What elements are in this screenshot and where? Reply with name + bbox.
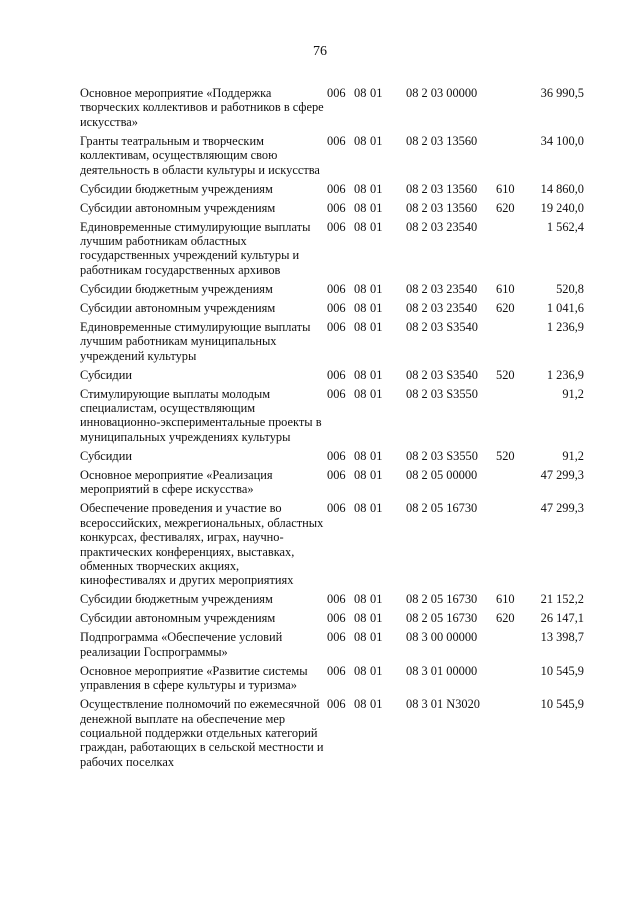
subsection-code: 01 (370, 697, 383, 712)
subsection-code: 01 (370, 663, 383, 678)
subsection-code: 01 (370, 281, 383, 296)
table-row (80, 501, 584, 592)
target-article-code: 08 2 05 16730 (406, 501, 478, 516)
amount: 19 240,0 (540, 200, 584, 215)
amount: 1 236,9 (546, 319, 584, 334)
section-code: 08 (354, 386, 367, 401)
expense-type-code (496, 220, 526, 282)
expense-name: Субсидии автономным учреждениям (80, 611, 276, 626)
expense-type-code: 610 (496, 592, 515, 607)
target-article-code: 08 2 03 S3540 (406, 319, 478, 334)
target-article-code: 08 2 05 00000 (406, 467, 478, 482)
subsection-code: 01 (370, 133, 383, 148)
section-code: 08 (354, 200, 367, 215)
section-code: 08 (354, 697, 367, 712)
subsection-code: 01 (370, 181, 383, 196)
expense-type-code: 520 (496, 367, 515, 382)
amount: 36 990,5 (540, 86, 584, 100)
amount: 21 152,2 (540, 592, 584, 607)
target-article-code: 08 2 05 16730 (406, 611, 478, 626)
ministry-code: 006 (327, 300, 346, 315)
ministry-code: 006 (327, 663, 346, 678)
target-article-code: 08 2 05 16730 (406, 592, 478, 607)
ministry-code: 006 (327, 133, 346, 148)
table-row (80, 368, 584, 387)
target-article-code: 08 2 03 S3540 (406, 367, 478, 382)
amount: 13 398,7 (540, 630, 584, 645)
amount: 34 100,0 (540, 133, 584, 148)
target-article-code: 08 2 03 23540 (406, 281, 478, 296)
subsection-code: 01 (370, 219, 383, 234)
expense-name: Гранты театральным и творческим коллективам, осуществляющим свою деятельность в области культуры и искусства (80, 133, 320, 177)
section-code: 08 (354, 281, 367, 296)
amount: 1 236,9 (546, 367, 584, 382)
ministry-code: 006 (327, 200, 346, 215)
section-code: 08 (354, 501, 367, 516)
section-code: 08 (354, 300, 367, 315)
expense-name: Стимулирующие выплаты молодым специалистам, осуществляющим инновационно-экспериментальные проекты в муниципальных учреждениях культуры (80, 386, 322, 444)
expense-name: Основное мероприятие «Развитие системы управления в сфере культуры и туризма» (80, 663, 308, 693)
subsection-code: 01 (370, 592, 383, 607)
expense-name: Субсидии (80, 367, 132, 382)
table-row (80, 630, 584, 663)
subsection-code: 01 (370, 300, 383, 315)
expense-type-code: 620 (496, 200, 515, 215)
expense-type-code (496, 468, 526, 501)
ministry-code: 006 (327, 367, 346, 382)
subsection-code: 01 (370, 448, 383, 463)
amount: 10 545,9 (540, 697, 584, 712)
ministry-code: 006 (327, 319, 346, 334)
expense-type-code: 620 (496, 611, 515, 626)
ministry-code: 006 (327, 697, 346, 712)
target-article-code: 08 3 01 00000 (406, 663, 478, 678)
section-code: 08 (354, 181, 367, 196)
target-article-code: 08 3 00 00000 (406, 630, 478, 645)
expense-type-code (496, 134, 526, 182)
table-row (80, 387, 584, 449)
amount: 91,2 (562, 386, 584, 401)
table-row (80, 134, 584, 182)
section-code: 08 (354, 663, 367, 678)
expense-name: Основное мероприятие «Поддержка творческих коллективов и работников в сфере искусства» (80, 86, 324, 129)
target-article-code: 08 2 03 23540 (406, 219, 478, 234)
ministry-code: 006 (327, 501, 346, 516)
subsection-code: 01 (370, 501, 383, 516)
ministry-code: 006 (327, 181, 346, 196)
section-code: 08 (354, 219, 367, 234)
subsection-code: 01 (370, 367, 383, 382)
ministry-code: 006 (327, 611, 346, 626)
expense-type-code (496, 387, 526, 449)
amount: 47 299,3 (540, 467, 584, 482)
amount: 1 562,4 (546, 219, 584, 234)
expense-name: Субсидии бюджетным учреждениям (80, 592, 273, 607)
ministry-code: 006 (327, 386, 346, 401)
table-row (80, 697, 584, 774)
ministry-code: 006 (327, 86, 346, 100)
expense-name: Субсидии бюджетным учреждениям (80, 281, 273, 296)
section-code: 08 (354, 319, 367, 334)
expense-name: Основное мероприятие «Реализация мероприятий в сфере искусства» (80, 467, 273, 497)
section-code: 08 (354, 592, 367, 607)
ministry-code: 006 (327, 448, 346, 463)
subsection-code: 01 (370, 467, 383, 482)
section-code: 08 (354, 630, 367, 645)
expense-type-code (496, 630, 526, 663)
subsection-code: 01 (370, 319, 383, 334)
expense-type-code: 520 (496, 448, 515, 463)
ministry-code: 006 (327, 592, 346, 607)
section-code: 08 (354, 467, 367, 482)
amount: 10 545,9 (540, 663, 584, 678)
subsection-code: 01 (370, 386, 383, 401)
expense-name: Осуществление полномочий по ежемесячной денежной выплате на обеспечение мер социальной поддержки отдельных категорий граждан, работающих в сельской местности и рабочих поселках (80, 697, 324, 769)
page-number: 76 (313, 44, 327, 59)
target-article-code: 08 2 03 13560 (406, 133, 478, 148)
expense-type-code (496, 664, 526, 697)
expense-name: Субсидии бюджетным учреждениям (80, 181, 273, 196)
subsection-code: 01 (370, 86, 383, 100)
subsection-code: 01 (370, 611, 383, 626)
table-row (80, 320, 584, 368)
amount: 91,2 (562, 448, 584, 463)
ministry-code: 006 (327, 630, 346, 645)
expense-name: Единовременные стимулирующие выплаты лучшим работникам областных государственных учреждений культуры и работникам государственных архивов (80, 219, 311, 277)
table-row (80, 611, 584, 630)
ministry-code: 006 (327, 281, 346, 296)
expense-type-code: 610 (496, 281, 515, 296)
target-article-code: 08 2 03 S3550 (406, 448, 478, 463)
subsection-code: 01 (370, 630, 383, 645)
expense-name: Подпрограмма «Обеспечение условий реализации Госпрограммы» (80, 630, 283, 659)
table-row (80, 182, 584, 201)
section-code: 08 (354, 448, 367, 463)
section-code: 08 (354, 86, 367, 100)
expense-name: Обеспечение проведения и участие во всероссийских, межрегиональных, областных конкурсах, фестивалях, играх, научно-практических конференциях, выставках, обменных творческих акциях, кинофестивалях и других мероприятиях (80, 501, 324, 588)
target-article-code: 08 2 03 13560 (406, 200, 478, 215)
table-row (80, 664, 584, 697)
section-code: 08 (354, 611, 367, 626)
table-row (80, 468, 584, 501)
expense-type-code: 620 (496, 300, 515, 315)
expense-name: Субсидии автономным учреждениям (80, 300, 276, 315)
target-article-code: 08 2 03 23540 (406, 300, 478, 315)
target-article-code: 08 3 01 N3020 (406, 697, 480, 712)
amount: 14 860,0 (540, 181, 584, 196)
target-article-code: 08 2 03 00000 (406, 86, 478, 100)
expense-name: Единовременные стимулирующие выплаты лучшим работникам муниципальных учреждений культуры (80, 319, 311, 363)
expense-type-code (496, 697, 526, 774)
amount: 26 147,1 (540, 611, 584, 626)
section-code: 08 (354, 133, 367, 148)
budget-table (80, 86, 584, 774)
amount: 47 299,3 (540, 501, 584, 516)
section-code: 08 (354, 367, 367, 382)
expense-name: Субсидии автономным учреждениям (80, 200, 276, 215)
table-row (80, 282, 584, 301)
ministry-code: 006 (327, 467, 346, 482)
amount: 520,8 (556, 281, 584, 296)
target-article-code: 08 2 03 S3550 (406, 386, 478, 401)
expense-type-code (496, 320, 526, 368)
subsection-code: 01 (370, 200, 383, 215)
table-row (80, 449, 584, 468)
expense-name: Субсидии (80, 448, 132, 463)
table-row (80, 86, 584, 134)
amount: 1 041,6 (546, 300, 584, 315)
table-row (80, 201, 584, 220)
target-article-code: 08 2 03 13560 (406, 181, 478, 196)
table-row (80, 301, 584, 320)
expense-type-code: 610 (496, 181, 515, 196)
expense-type-code (496, 501, 526, 592)
table-row (80, 592, 584, 611)
ministry-code: 006 (327, 219, 346, 234)
expense-type-code (496, 86, 526, 134)
table-row (80, 220, 584, 282)
